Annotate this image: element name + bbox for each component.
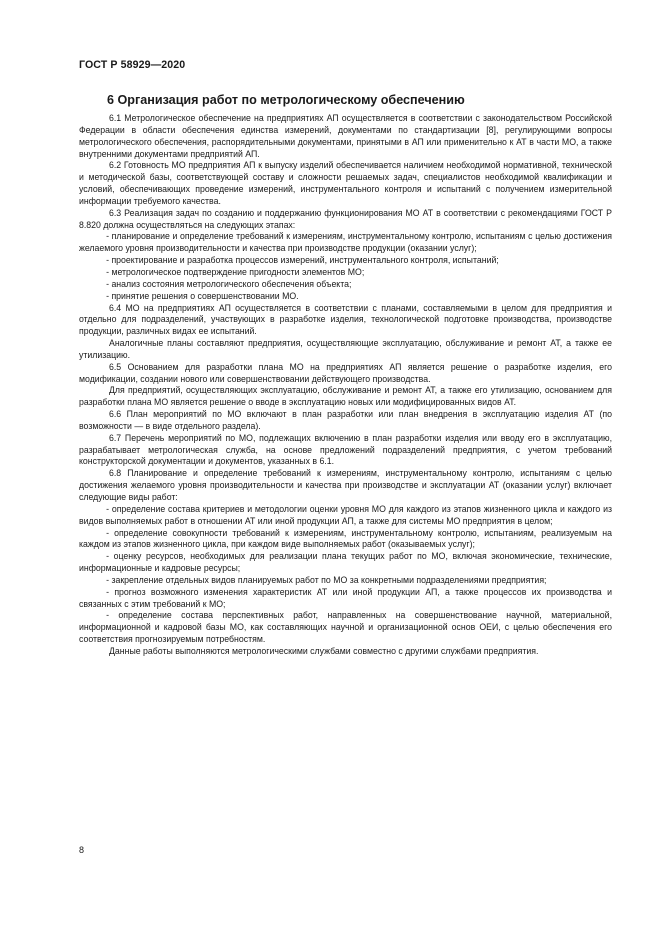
dash-marker: -	[106, 610, 109, 621]
list-item	[79, 255, 612, 267]
dash-marker: -	[106, 551, 109, 562]
paragraph-6-7: 6.7 Перечень мероприятий по МО, подлежащих включению в план разработки изделия или вводу его в эксплуатацию, разрабатывает метрологическая служба, на основе предложений подразделений предприятия, с учетом требований конструкторской документации и документов, указанных в 6.1.	[79, 432, 612, 467]
list-item	[79, 528, 612, 552]
paragraph-6-3: 6.3 Реализация задач по созданию и поддержанию функционирования МО АТ в соответствии с рекомендациями ГОСТ Р 8.820 должна осуществляться на следующих этапах:	[79, 207, 612, 230]
list-item-text: прогноз возможного изменения характеристик АТ или иной продукции АП, а также процессов их производства и связанных с этим требований к МО;	[79, 586, 612, 609]
list-item-text: анализ состояния метрологического обеспечения объекта;	[111, 278, 352, 289]
paragraph-6-2: 6.2 Готовность МО предприятия АП к выпуску изделий обеспечивается наличием необходимой нормативной, технической и методической базы, соответствующей составу и сложности решаемых задач, специалистов необходимой квалификации и условий, обеспечивающих проведение измерений, инструментального контроля и испытаний с получением измерительной информации требуемого качества.	[79, 160, 612, 206]
dash-marker: -	[106, 231, 109, 242]
dash-marker: -	[106, 278, 109, 289]
list-item	[79, 267, 612, 279]
dash-marker: -	[106, 255, 109, 266]
list-item	[79, 291, 612, 303]
dash-marker: -	[106, 586, 109, 597]
section-title: 6 Организация работ по метрологическому обеспечению	[107, 93, 465, 107]
list-item-text: определение состава критериев и методологии оценки уровня МО для каждого из этапов жизненного цикла и каждого из видов выполняемых работ в отношении АТ или иной продукции АП, а также для системы МО предприятия в целом;	[79, 503, 612, 526]
list-item	[79, 551, 612, 575]
paragraph-6-5: 6.5 Основанием для разработки плана МО на предприятиях АП является решение о разработке изделия, его модификации, создании нового или совершенствовании действующего производства.	[79, 361, 612, 384]
list-item	[79, 610, 612, 646]
list-item	[79, 231, 612, 255]
dash-marker: -	[106, 290, 109, 301]
list-item-text: определение совокупности требований к измерениям, инструментальному контролю, испытаниям, реализуемым на каждом из этапов жизненного цикла, при каждом виде выполняемых работ (оказываемых услуг);	[79, 527, 613, 550]
list-item-text: оценку ресурсов, необходимых для реализации плана текущих работ по МО, включая экономические, технические, информационные и кадровые ресурсы;	[79, 551, 613, 574]
list-item	[79, 587, 612, 611]
list-item-text: закрепление отдельных видов планируемых работ по МО за конкретными подразделениями предприятия;	[111, 574, 547, 585]
list-item-text: метрологическое подтверждение пригодности элементов МО;	[111, 266, 365, 277]
dash-marker: -	[106, 527, 109, 538]
list-item-text: определение состава перспективных работ, направленных на совершенствование научной, материальной, информационной и кадровой базы МО, как составляющих научной и организационной основ ОЕИ, с целью обеспечения его соответствия прогнозируемым потребностям.	[79, 610, 612, 645]
paragraph-6-1: 6.1 Метрологическое обеспечение на предприятиях АП осуществляется в соответствии с законодательством Российской Федерации в области обеспечения единства измерений, документами по стандартизации [8], регулирующими вопросы метрологического обеспечения, распорядительными документами, принятыми в АП или применительно к АТ в части МО, а также внутренними документами предприятий АП.	[79, 113, 612, 159]
paragraph-6-5-cont: Для предприятий, осуществляющих эксплуатацию, обслуживание и ремонт АТ, а также его утилизацию, основанием для разработки плана МО является решение о вводе в эксплуатацию новых или модифицированных видов АТ.	[79, 385, 612, 408]
paragraph-closing: Данные работы выполняются метрологическими службами совместно с другими службами предприятия.	[109, 645, 539, 656]
standard-header: ГОСТ Р 58929—2020	[79, 59, 186, 71]
paragraph-6-4: 6.4 МО на предприятиях АП осуществляется в соответствии с планами, составляемыми в целом для предприятия и отдельно для подразделений, участвующих в разработке изделия, технологической подготовке производства, производстве продукции, различных видах ее испытаний.	[79, 302, 612, 337]
list-item	[79, 575, 612, 587]
dash-marker: -	[106, 503, 109, 514]
paragraph-6-4-cont: Аналогичные планы составляют предприятия, осуществляющие эксплуатацию, обслуживание и ремонт АТ, а также ее утилизацию.	[79, 338, 612, 360]
page-number: 8	[79, 845, 85, 855]
list-item-text: планирование и определение требований к измерениям, инструментальному контролю, испытаниям с целью достижения желаемого уровня производительности и качества при производстве продукции (оказании услуг);	[79, 231, 613, 254]
dash-marker: -	[106, 574, 109, 585]
dash-marker: -	[106, 266, 109, 277]
list-item	[79, 279, 612, 291]
list-item	[79, 504, 612, 528]
list-item-text: принятие решения о совершенствовании МО.	[111, 290, 299, 301]
section-body	[79, 113, 612, 658]
list-item-text: проектирование и разработка процессов измерений, инструментального контроля, испытаний;	[111, 255, 499, 266]
paragraph-6-6: 6.6 План мероприятий по МО включают в план разработки или план внедрения в эксплуатацию изделия АТ (по возможности — в виде отдельного раздела).	[79, 409, 612, 431]
paragraph-6-8: 6.8 Планирование и определение требований к измерениям, инструментальному контролю, испытаниям с целью достижения желаемого уровня производительности и качества при производстве и эксплуатации АТ (оказании услуг) включает следующие виды работ:	[79, 468, 612, 502]
